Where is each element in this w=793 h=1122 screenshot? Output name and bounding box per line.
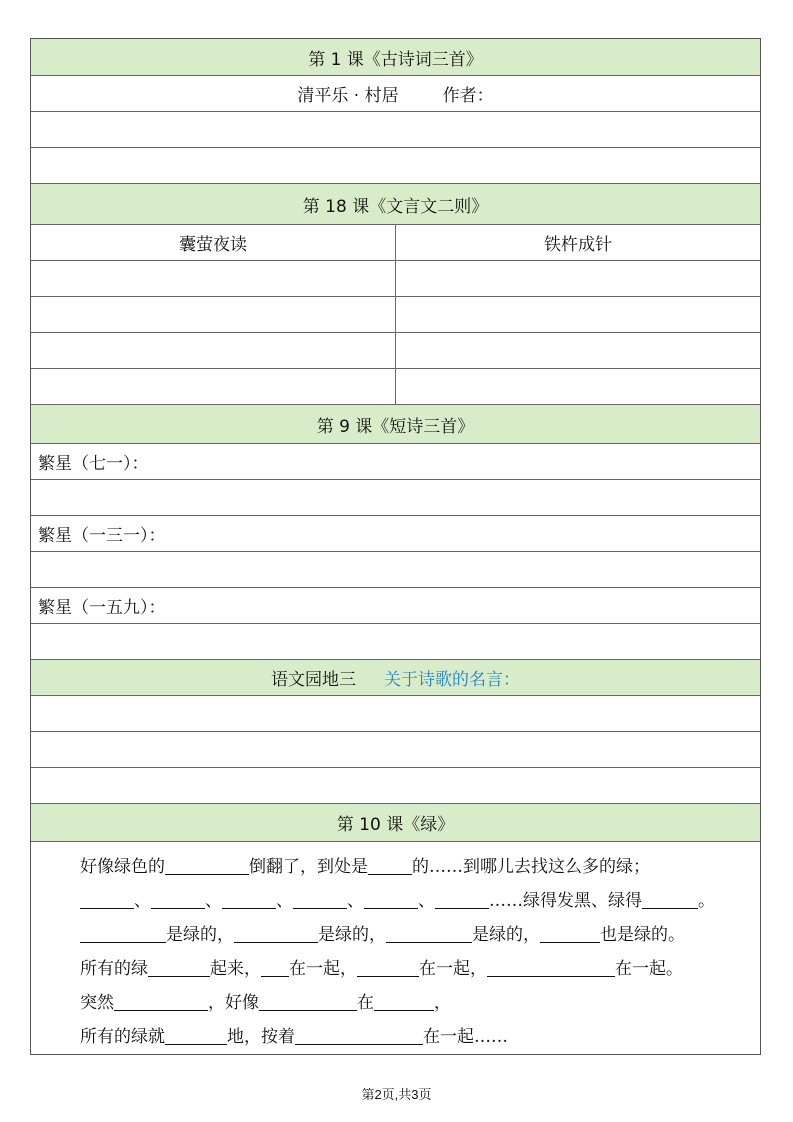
lesson1-poem-row <box>31 76 760 112</box>
fill-blank[interactable] <box>364 888 418 909</box>
fill-blank[interactable] <box>368 854 412 875</box>
answer-line[interactable] <box>31 732 760 768</box>
fill-blank[interactable] <box>151 888 205 909</box>
lesson10-header <box>31 804 760 842</box>
fill-blank[interactable] <box>642 888 698 909</box>
poem-item-2: 繁星（一三一）： <box>38 526 166 546</box>
passage-line-1: 好像绿色的 倒翻了，到处是 的……到哪儿去找这么多的绿； <box>80 850 715 884</box>
fill-blank[interactable] <box>295 1024 423 1045</box>
lesson18-header <box>31 184 760 225</box>
answer-line[interactable] <box>31 552 760 588</box>
page-footer: 第2页,共3页 <box>361 1087 432 1102</box>
fill-blank[interactable] <box>114 990 208 1011</box>
answer-line[interactable] <box>31 261 760 297</box>
fill-blank[interactable] <box>487 956 615 977</box>
fill-blank[interactable] <box>357 956 419 977</box>
fill-blank[interactable] <box>374 990 434 1011</box>
lesson1-title: 第 1 课《古诗词三首》 <box>308 49 483 70</box>
fill-blank[interactable] <box>165 854 249 875</box>
fill-blank[interactable] <box>261 956 289 977</box>
answer-line[interactable] <box>31 480 760 516</box>
poem-item-row <box>31 444 760 480</box>
worksheet-table <box>30 38 761 1055</box>
answer-line[interactable] <box>31 768 760 804</box>
answer-line[interactable] <box>31 148 760 184</box>
passage-line-5: 突然 ，好像 在 ， <box>80 986 715 1020</box>
fill-blank[interactable] <box>259 990 357 1011</box>
lesson1-header <box>31 39 760 76</box>
answer-line[interactable] <box>31 297 760 333</box>
fill-blank[interactable] <box>222 888 276 909</box>
fill-blank[interactable] <box>435 888 489 909</box>
passage-line-4: 所有的绿 起来， 在一起， 在一起， 在一起。 <box>80 952 715 986</box>
passage-line-6: 所有的绿就 地，按着 在一起…… <box>80 1020 715 1054</box>
fill-in-passage <box>31 842 715 1064</box>
author-label: 作者： <box>442 86 494 106</box>
fill-blank[interactable] <box>80 888 134 909</box>
poem-item-3: 繁星（一五九）： <box>38 598 166 618</box>
poem-item-row <box>31 516 760 552</box>
fill-blank[interactable] <box>293 888 347 909</box>
poem-item-1: 繁星（七一）： <box>38 454 149 474</box>
fill-blank[interactable] <box>386 922 472 943</box>
answer-line[interactable] <box>31 624 760 660</box>
lesson9-header <box>31 405 760 444</box>
poem-item-row <box>31 588 760 624</box>
answer-line[interactable] <box>31 333 760 369</box>
lesson10-passage-row <box>31 842 760 1054</box>
lesson18-title: 第 18 课《文言文二则》 <box>302 196 489 217</box>
column-header-left: 囊萤夜读 <box>31 225 396 260</box>
garden-subtitle: 关于诗歌的名言： <box>384 670 520 690</box>
poem-title: 清平乐 · 村居 <box>297 86 399 106</box>
answer-line[interactable] <box>31 112 760 148</box>
lesson10-title: 第 10 课《绿》 <box>336 815 455 835</box>
fill-blank[interactable] <box>234 922 318 943</box>
lesson9-title: 第 9 课《短诗三首》 <box>316 416 475 437</box>
lesson18-columns <box>31 225 760 261</box>
passage-line-2: 、 、 、 、 、 ……绿得发黑、绿得 。 <box>80 884 715 918</box>
passage-line-3: 是绿的， 是绿的， 是绿的， 也是绿的。 <box>80 918 715 952</box>
answer-line[interactable] <box>31 696 760 732</box>
fill-blank[interactable] <box>540 922 600 943</box>
fill-blank[interactable] <box>80 922 166 943</box>
fill-blank[interactable] <box>148 956 210 977</box>
garden-header <box>31 660 760 696</box>
fill-blank[interactable] <box>165 1024 227 1045</box>
garden-title: 语文园地三 <box>271 670 356 690</box>
column-header-right: 铁杵成针 <box>544 235 612 255</box>
answer-line[interactable] <box>31 369 760 405</box>
